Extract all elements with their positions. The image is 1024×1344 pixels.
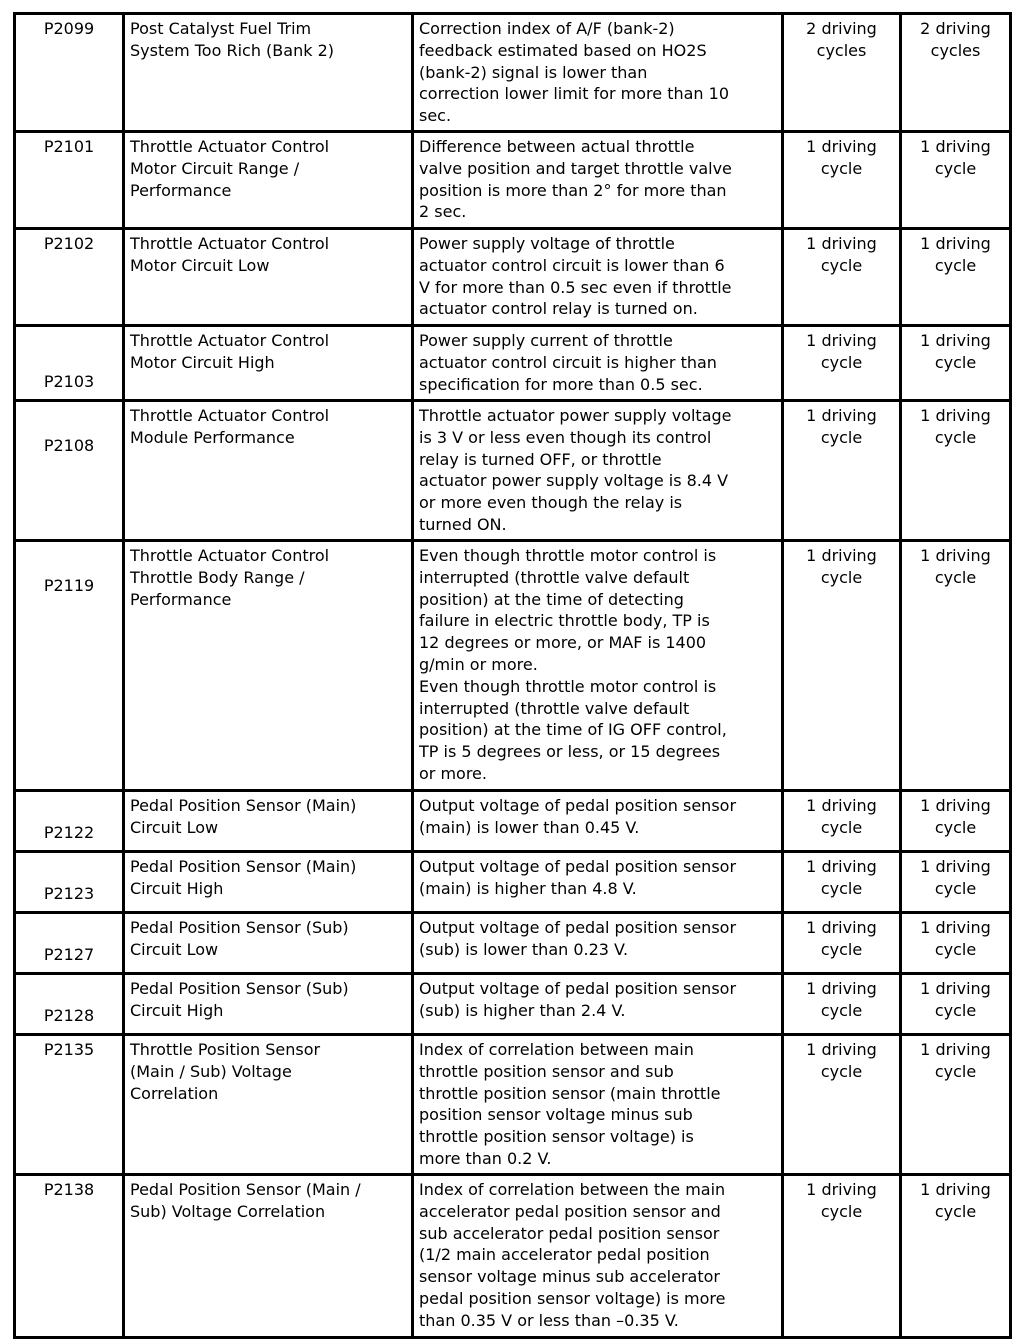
mil-illumination-line: cycle [820,939,863,959]
dtc-memory-line: 1 driving [920,331,991,350]
table-row [15,974,1011,1035]
mil-illumination-line: 2 driving [806,19,877,38]
dtc-code: P2103 [43,372,95,392]
detection-item-line: System Too Rich (Bank 2) [130,40,334,60]
detection-condition-line: V for more than 0.5 sec even if throttle [419,277,732,297]
mil-illumination-cell [783,1035,901,1175]
dtc-memory-line: cycle [934,567,977,587]
mil-illumination-line: cycle [820,567,863,587]
dtc-code: P2123 [43,884,95,904]
detection-condition-line: position) at the time of detecting [419,589,684,609]
mil-illumination-cell [783,791,901,852]
detection-item-line: Circuit Low [130,817,219,837]
detection-condition-line: Power supply voltage of throttle [419,234,675,253]
detection-item-line: Throttle Body Range / [130,567,305,587]
detection-condition-line: valve position and target throttle valve [419,158,732,178]
detection-condition-line: throttle position sensor and sub [419,1061,674,1081]
mil-illumination-line: 1 driving [806,1180,877,1199]
dtc-memory-line: 1 driving [920,1180,991,1199]
mil-illumination-cell [783,1175,901,1338]
mil-illumination-cell [783,326,901,401]
detection-item-line: Module Performance [130,427,295,447]
detection-item-line: Throttle Actuator Control [130,331,330,350]
dtc-memory-cell [901,132,1011,229]
detection-condition-cell [413,132,783,229]
detection-condition-line: or more. [419,763,487,783]
detection-item-cell [124,852,413,913]
detection-item-line: Pedal Position Sensor (Main / [130,1180,361,1199]
detection-condition-line: position) at the time of IG OFF control, [419,720,727,740]
dtc-memory-cell [901,401,1011,541]
detection-item-line: Motor Circuit High [130,352,275,372]
mil-illumination-line: 1 driving [806,1040,877,1059]
table-row [15,132,1011,229]
detection-condition-line: Output voltage of pedal position sensor [419,857,737,876]
dtc-memory-cell [901,974,1011,1035]
mil-illumination-line: cycle [820,352,863,372]
dtc-memory-line: 1 driving [920,1040,991,1059]
detection-item-cell [124,14,413,132]
detection-condition-line: throttle position sensor voltage) is [419,1127,694,1147]
table-row [15,229,1011,326]
detection-item-cell [124,401,413,541]
detection-item-line: Pedal Position Sensor (Sub) [130,918,349,937]
dtc-memory-line: cycle [934,255,977,275]
detection-condition-line: interrupted (throttle valve default [419,698,690,718]
dtc-memory-line: cycle [934,1061,977,1081]
detection-item-line: Circuit High [130,878,224,898]
detection-condition-line: turned ON. [419,514,507,534]
detection-condition-cell [413,541,783,791]
detection-item-line: Throttle Actuator Control [130,546,330,565]
detection-condition-line: more than 0.2 V. [419,1148,552,1168]
mil-illumination-line: cycle [820,255,863,275]
dtc-memory-line: cycle [934,427,977,447]
table-row [15,14,1011,132]
detection-condition-line: Output voltage of pedal position sensor [419,979,737,998]
dtc-memory-cell [901,1035,1011,1175]
dtc-code-cell [15,326,124,401]
dtc-memory-cell [901,791,1011,852]
detection-item-cell [124,326,413,401]
dtc-code-cell [15,1175,124,1338]
mil-illumination-cell [783,913,901,974]
detection-condition-cell [413,974,783,1035]
mil-illumination-cell [783,541,901,791]
detection-condition-line: Difference between actual throttle [419,137,695,156]
detection-condition-line: failure in electric throttle body, TP is [419,611,710,631]
mil-illumination-line: cycle [820,158,863,178]
detection-item-line: Pedal Position Sensor (Main) [130,857,357,876]
detection-item-line: (Main / Sub) Voltage [130,1061,292,1081]
mil-illumination-cell [783,852,901,913]
detection-item-cell [124,1035,413,1175]
detection-item-cell [124,229,413,326]
dtc-memory-line: 1 driving [920,406,991,425]
detection-item-line: Throttle Actuator Control [130,234,330,253]
detection-condition-cell [413,14,783,132]
mil-illumination-line: cycle [820,1201,863,1221]
dtc-code-cell [15,791,124,852]
mil-illumination-line: 1 driving [806,331,877,350]
detection-condition-line: interrupted (throttle valve default [419,567,690,587]
mil-illumination-line: 1 driving [806,796,877,815]
detection-condition-line: accelerator pedal position sensor and [419,1201,721,1221]
dtc-code: P2138 [43,1180,95,1199]
mil-illumination-line: 1 driving [806,918,877,937]
dtc-memory-cell [901,541,1011,791]
detection-condition-line: TP is 5 degrees or less, or 15 degrees [419,742,721,762]
table-row [15,401,1011,541]
detection-condition-line: or more even though the relay is [419,493,683,513]
dtc-memory-line: cycles [930,40,981,60]
detection-condition-line: Output voltage of pedal position sensor [419,796,737,815]
dtc-memory-line: cycle [934,939,977,959]
detection-item-line: Motor Circuit Low [130,255,270,275]
detection-item-cell [124,913,413,974]
dtc-memory-line: cycle [934,1201,977,1221]
detection-condition-line: actuator control circuit is higher than [419,352,717,372]
dtc-code-cell [15,913,124,974]
detection-item-cell [124,541,413,791]
detection-condition-line: sec. [419,106,452,126]
dtc-memory-line: cycle [934,158,977,178]
detection-item-line: Pedal Position Sensor (Main) [130,796,357,815]
dtc-memory-line: 1 driving [920,979,991,998]
detection-item-line: Circuit Low [130,939,219,959]
mil-illumination-cell [783,14,901,132]
detection-condition-line: sensor voltage minus sub accelerator [419,1267,720,1287]
detection-condition-line: Correction index of A/F (bank-2) [419,19,675,38]
detection-condition-line: feedback estimated based on HO2S [419,40,707,60]
dtc-memory-cell [901,326,1011,401]
dtc-code: P2135 [43,1040,95,1059]
detection-condition-line: specification for more than 0.5 sec. [419,374,703,394]
mil-illumination-line: 1 driving [806,406,877,425]
detection-item-line: Motor Circuit Range / [130,158,300,178]
detection-condition-cell [413,1175,783,1338]
detection-item-cell [124,974,413,1035]
detection-condition-line: (sub) is lower than 0.23 V. [419,939,629,959]
table-row [15,852,1011,913]
detection-condition-line: actuator control circuit is lower than 6 [419,255,725,275]
detection-condition-line: actuator power supply voltage is 8.4 V [419,471,729,491]
dtc-code: P2119 [43,576,95,595]
mil-illumination-line: 1 driving [806,857,877,876]
dtc-memory-line: 2 driving [920,19,991,38]
table-row [15,913,1011,974]
mil-illumination-line: 1 driving [806,137,877,156]
detection-condition-line: Power supply current of throttle [419,331,673,350]
dtc-memory-cell [901,852,1011,913]
detection-condition-cell [413,401,783,541]
detection-condition-line: (1/2 main accelerator pedal position [419,1245,710,1265]
mil-illumination-line: cycles [816,40,867,60]
detection-item-line: Throttle Position Sensor [130,1040,321,1059]
detection-condition-line: (main) is higher than 4.8 V. [419,878,637,898]
detection-condition-line: g/min or more. [419,654,538,674]
mil-illumination-line: cycle [820,817,863,837]
table-row [15,1175,1011,1338]
detection-condition-cell [413,229,783,326]
detection-item-line: Performance [130,589,232,609]
dtc-memory-line: 1 driving [920,234,991,253]
dtc-code: P2127 [43,945,95,965]
detection-item-line: Throttle Actuator Control [130,406,330,425]
detection-condition-line: position is more than 2° for more than [419,180,727,200]
detection-condition-cell [413,791,783,852]
dtc-memory-line: cycle [934,352,977,372]
detection-condition-line: Index of correlation between main [419,1040,694,1059]
dtc-memory-cell [901,1175,1011,1338]
dtc-memory-line: cycle [934,878,977,898]
detection-condition-line: Throttle actuator power supply voltage [419,406,732,425]
detection-condition-line: Even though throttle motor control is [419,676,717,696]
detection-condition-line: sub accelerator pedal position sensor [419,1223,720,1243]
dtc-memory-cell [901,229,1011,326]
dtc-code-cell [15,852,124,913]
detection-condition-line: Output voltage of pedal position sensor [419,918,737,937]
detection-item-cell [124,791,413,852]
detection-condition-line: Even though throttle motor control is [419,546,717,565]
mil-illumination-cell [783,974,901,1035]
detection-condition-line: (main) is lower than 0.45 V. [419,817,640,837]
dtc-memory-line: 1 driving [920,918,991,937]
dtc-code: P2102 [43,234,95,253]
detection-condition-line: 2 sec. [419,202,467,222]
detection-item-line: Correlation [130,1083,219,1103]
dtc-code-cell [15,132,124,229]
dtc-memory-line: cycle [934,817,977,837]
mil-illumination-line: cycle [820,1000,863,1020]
mil-illumination-line: 1 driving [806,234,877,253]
table-row [15,1035,1011,1175]
dtc-memory-line: 1 driving [920,796,991,815]
detection-condition-line: throttle position sensor (main throttle [419,1083,721,1103]
dtc-code-cell [15,974,124,1035]
dtc-code: P2122 [43,823,95,843]
detection-item-line: Throttle Actuator Control [130,137,330,156]
detection-condition-line: (bank-2) signal is lower than [419,62,648,82]
detection-condition-line: Index of correlation between the main [419,1180,726,1199]
mil-illumination-line: 1 driving [806,979,877,998]
detection-condition-cell [413,1035,783,1175]
table-row [15,326,1011,401]
detection-item-line: Circuit High [130,1000,224,1020]
dtc-code-cell [15,1035,124,1175]
detection-condition-line: relay is turned OFF, or throttle [419,449,662,469]
detection-item-cell [124,1175,413,1338]
mil-illumination-line: cycle [820,878,863,898]
dtc-memory-line: 1 driving [920,546,991,565]
detection-item-line: Sub) Voltage Correlation [130,1201,326,1221]
dtc-memory-cell [901,14,1011,132]
detection-condition-line: is 3 V or less even though its control [419,427,712,447]
mil-illumination-cell [783,132,901,229]
detection-condition-cell [413,326,783,401]
detection-condition-line: (sub) is higher than 2.4 V. [419,1000,626,1020]
mil-illumination-cell [783,229,901,326]
dtc-code-cell [15,401,124,541]
detection-item-line: Performance [130,180,232,200]
detection-condition-line: 12 degrees or more, or MAF is 1400 [419,633,707,653]
mil-illumination-line: 1 driving [806,546,877,565]
dtc-code: P2108 [43,436,95,455]
mil-illumination-cell [783,401,901,541]
detection-condition-line: pedal position sensor voltage) is more [419,1288,726,1308]
mil-illumination-line: cycle [820,1061,863,1081]
dtc-code: P2101 [43,137,95,156]
dtc-memory-line: 1 driving [920,857,991,876]
detection-item-cell [124,132,413,229]
dtc-code-cell [15,541,124,791]
detection-condition-cell [413,852,783,913]
table-row [15,791,1011,852]
dtc-code-cell [15,229,124,326]
mil-illumination-line: cycle [820,427,863,447]
dtc-memory-line: 1 driving [920,137,991,156]
dtc-table [13,12,1012,1339]
detection-condition-line: than 0.35 V or less than –0.35 V. [419,1310,679,1330]
detection-item-line: Post Catalyst Fuel Trim [130,19,312,38]
dtc-code: P2128 [43,1006,95,1026]
dtc-code-cell [15,14,124,132]
detection-condition-line: position sensor voltage minus sub [419,1105,693,1125]
detection-condition-line: actuator control relay is turned on. [419,299,698,319]
dtc-table-body [15,14,1011,1338]
dtc-memory-line: cycle [934,1000,977,1020]
dtc-code: P2099 [43,19,95,38]
detection-condition-line: correction lower limit for more than 10 [419,84,730,104]
table-row [15,541,1011,791]
detection-item-line: Pedal Position Sensor (Sub) [130,979,349,998]
detection-condition-cell [413,913,783,974]
dtc-memory-cell [901,913,1011,974]
